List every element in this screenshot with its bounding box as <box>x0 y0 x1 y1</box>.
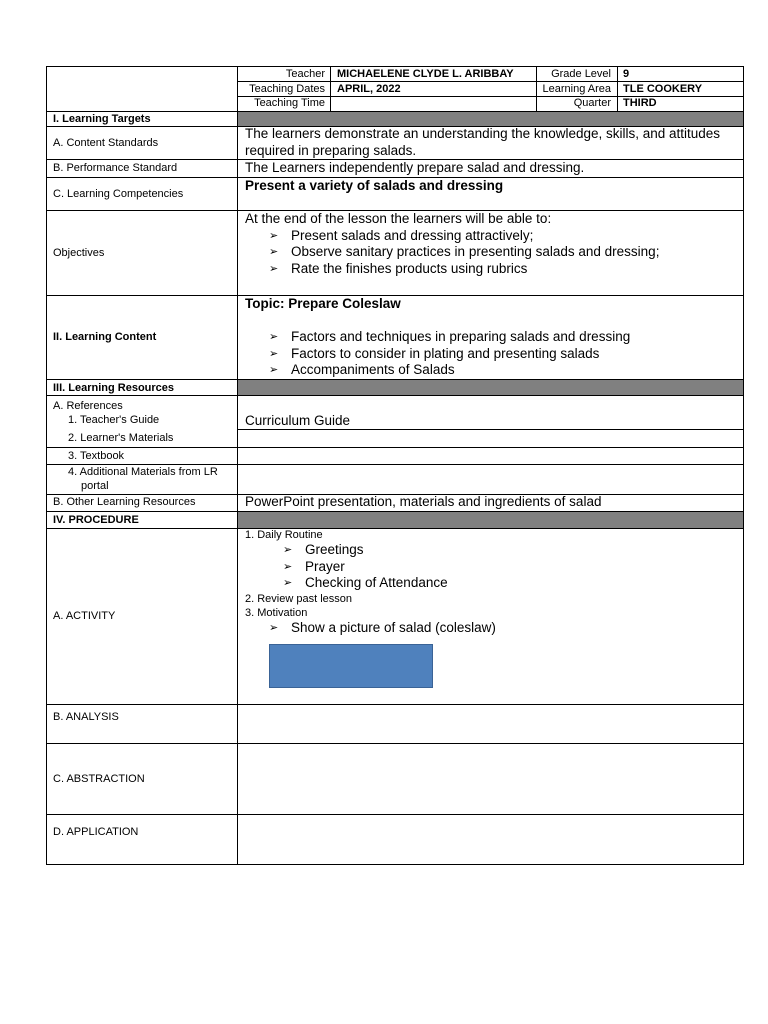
area-value: TLE COOKERY <box>623 83 703 95</box>
motivation: 3. Motivation <box>245 607 308 619</box>
area-label: Learning Area <box>542 83 611 95</box>
other-resources-value: PowerPoint presentation, materials and ingredients of salad <box>245 494 602 509</box>
references-label: A. References <box>53 400 123 412</box>
learning-content-label: II. Learning Content <box>53 331 157 343</box>
dates-value: APRIL, 2022 <box>337 83 401 95</box>
header-divider <box>330 67 331 111</box>
motivation-item: ➢ Show a picture of salad (coleslaw) <box>269 620 496 635</box>
routine-item: ➢ Checking of Attendance <box>283 575 448 590</box>
grade-label: Grade Level <box>551 68 611 80</box>
header-divider <box>617 67 618 111</box>
topic-title: Topic: Prepare Coleslaw <box>245 296 401 311</box>
learning-resources-heading: III. Learning Resources <box>53 382 175 394</box>
column-divider <box>237 111 238 865</box>
learning-content-list <box>245 329 630 379</box>
arrowhead-bullet-icon: ➢ <box>283 560 293 573</box>
abstraction-label: C. ABSTRACTION <box>53 773 145 785</box>
arrowhead-bullet-icon: ➢ <box>269 347 279 360</box>
arrowhead-bullet-icon: ➢ <box>269 622 279 634</box>
additional-materials-label-cont: portal <box>81 480 109 492</box>
analysis-label: B. ANALYSIS <box>53 711 119 723</box>
content-item: ➢ Accompaniments of Salads <box>269 362 455 377</box>
objectives-block <box>245 211 659 277</box>
arrowhead-bullet-icon: ➢ <box>269 331 279 343</box>
objective-item: ➢ Observe sanitary practices in presenting salads and dressing; <box>269 244 660 259</box>
teacher-value: MICHAELENE CLYDE L. ARIBBAY <box>337 68 514 80</box>
routine-list <box>283 542 448 592</box>
learning-targets-heading: I. Learning Targets <box>53 113 151 125</box>
section-shade <box>238 112 743 126</box>
additional-materials-label: 4. Additional Materials from LR <box>68 466 218 478</box>
learning-competencies-text: Present a variety of salads and dressing <box>245 178 504 193</box>
arrowhead-bullet-icon: ➢ <box>283 577 293 589</box>
daily-routine: 1. Daily Routine <box>245 529 323 541</box>
arrowhead-bullet-icon: ➢ <box>283 544 293 556</box>
review-past-lesson: 2. Review past lesson <box>245 593 352 605</box>
dates-label: Teaching Dates <box>249 83 325 95</box>
arrowhead-bullet-icon: ➢ <box>269 262 279 275</box>
lesson-plan-table <box>46 66 744 865</box>
section-shade <box>238 511 743 528</box>
performance-standard-label: B. Performance Standard <box>53 162 178 174</box>
textbook-label: 3. Textbook <box>68 450 125 462</box>
routine-item: ➢ Greetings <box>283 542 364 557</box>
objectives-label: Objectives <box>53 247 105 259</box>
coleslaw-picture-placeholder <box>269 644 433 688</box>
learning-competencies-label: C. Learning Competencies <box>53 188 184 200</box>
objective-item: ➢ Rate the finishes products using rubrics <box>269 260 528 276</box>
arrowhead-bullet-icon: ➢ <box>269 364 279 376</box>
quarter-value: THIRD <box>623 97 657 109</box>
other-resources-label: B. Other Learning Resources <box>53 496 196 508</box>
content-item: ➢ Factors to consider in plating and presenting salads <box>269 345 600 361</box>
teacher-label: Teacher <box>285 68 325 80</box>
grade-value: 9 <box>623 68 630 80</box>
arrowhead-bullet-icon: ➢ <box>269 246 279 258</box>
content-item: ➢ Factors and techniques in preparing salads and dressing <box>269 329 631 344</box>
application-label: D. APPLICATION <box>53 826 139 838</box>
learners-materials-label: 2. Learner's Materials <box>68 432 174 444</box>
content-standards-text: The learners demonstrate an understanding the knowledge, skills, and attitudes required in preparing salads. <box>245 126 721 158</box>
activity-label: A. ACTIVITY <box>53 610 116 622</box>
quarter-label: Quarter <box>573 97 611 109</box>
section-shade <box>238 379 743 395</box>
performance-standard-text: The Learners independently prepare salad and dressing. <box>245 160 585 175</box>
routine-item: ➢ Prayer <box>283 558 345 574</box>
content-standards-label: A. Content Standards <box>53 137 159 149</box>
arrowhead-bullet-icon: ➢ <box>269 229 279 242</box>
time-label: Teaching Time <box>254 97 325 109</box>
teachers-guide-label: 1. Teacher's Guide <box>68 414 160 426</box>
procedure-heading: IV. PROCEDURE <box>53 514 139 526</box>
teachers-guide-value: Curriculum Guide <box>245 413 351 428</box>
header-divider <box>237 81 743 82</box>
objective-item: ➢ Present salads and dressing attractively; <box>269 227 534 243</box>
objectives-intro: At the end of the lesson the learners will be able to: <box>245 211 552 226</box>
